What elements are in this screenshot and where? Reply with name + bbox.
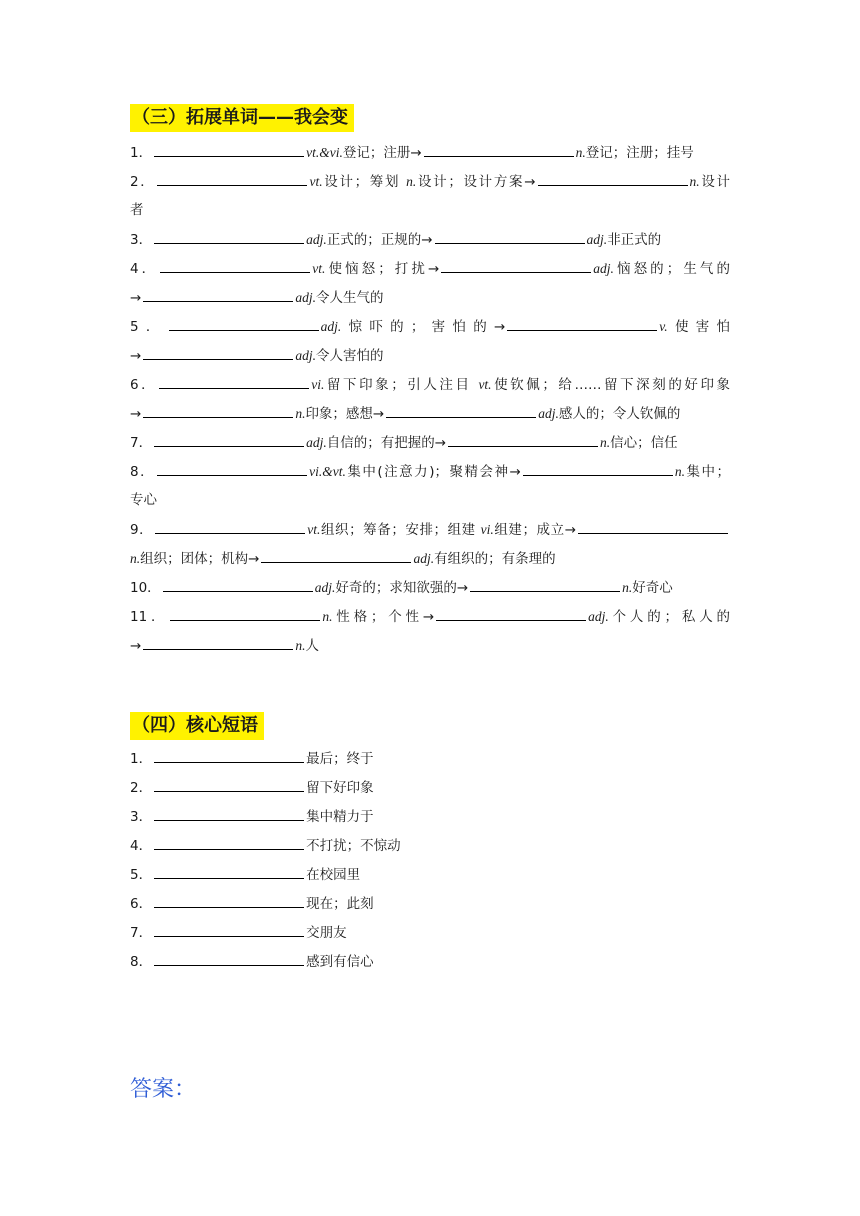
list-item-continuation: n.组织；团体；机构→ adj.有组织的；有条理的	[130, 544, 730, 573]
answer-blank[interactable]	[386, 403, 536, 418]
list-item: 6． 现在；此刻	[130, 890, 730, 919]
answer-blank[interactable]	[154, 748, 304, 763]
section-title-expand-words: （三）拓展单词——我会变	[130, 104, 354, 132]
list-item-continuation: → adj.令人害怕的	[130, 341, 730, 370]
list-item: 8． vi.&vt.集中(注意力)；聚精会神→ n.集中；	[130, 457, 730, 486]
list-item: 8． 感到有信心	[130, 948, 730, 977]
answer-blank[interactable]	[538, 171, 688, 186]
answer-blank[interactable]	[143, 635, 293, 650]
answer-blank[interactable]	[163, 577, 313, 592]
answer-blank[interactable]	[154, 142, 304, 157]
answer-blank[interactable]	[160, 258, 310, 273]
list-item-continuation: → adj.令人生气的	[130, 283, 730, 312]
answer-blank[interactable]	[154, 432, 304, 447]
list-item: 10． adj.好奇的；求知欲强的→ n.好奇心	[130, 573, 730, 602]
list-item: 3． adj.正式的；正规的→ adj.非正式的	[130, 225, 730, 254]
answer-blank[interactable]	[143, 287, 293, 302]
answer-blank[interactable]	[159, 374, 309, 389]
list-item-continuation: → n.人	[130, 631, 730, 660]
list-item: 5． 在校园里	[130, 861, 730, 890]
list-item: 11． n.性格；个性→ adj.个人的；私人的	[130, 602, 730, 631]
list-item: 6． vi.留下印象；引人注目 vt.使钦佩；给……留下深刻的好印象	[130, 370, 730, 399]
list-item: 4． 不打扰；不惊动	[130, 832, 730, 861]
list-item-continuation: 者	[130, 202, 144, 218]
answer-blank[interactable]	[154, 893, 304, 908]
answer-blank[interactable]	[470, 577, 620, 592]
answer-blank[interactable]	[157, 461, 307, 476]
answer-blank[interactable]	[441, 258, 591, 273]
list-item: 5． adj.惊吓的；害怕的→ v.使害怕	[130, 312, 730, 341]
list-item-continuation: 专心	[130, 492, 157, 508]
list-item: 9． vt.组织；筹备；安排；组建 vi.组建；成立→	[130, 515, 730, 544]
list-item: 2． 留下好印象	[130, 774, 730, 803]
answer-blank[interactable]	[143, 403, 293, 418]
answer-blank[interactable]	[261, 548, 411, 563]
answer-blank[interactable]	[523, 461, 673, 476]
answer-blank[interactable]	[143, 345, 293, 360]
list-item: 2． vt.设计；筹划 n.设计；设计方案→ n.设计	[130, 167, 730, 196]
list-item: 7． adj.自信的；有把握的→ n.信心；信任	[130, 428, 730, 457]
list-item: 1． 最后；终于	[130, 745, 730, 774]
answer-blank[interactable]	[424, 142, 574, 157]
list-item: 7． 交朋友	[130, 919, 730, 948]
answer-blank[interactable]	[578, 519, 728, 534]
answer-blank[interactable]	[436, 606, 586, 621]
answer-blank[interactable]	[154, 922, 304, 937]
answer-blank[interactable]	[154, 777, 304, 792]
list-item: 1． vt.&vi.登记；注册→ n.登记；注册；挂号	[130, 138, 730, 167]
answer-blank[interactable]	[507, 316, 657, 331]
answer-blank[interactable]	[154, 864, 304, 879]
answer-blank[interactable]	[448, 432, 598, 447]
answer-blank[interactable]	[154, 229, 304, 244]
answer-blank[interactable]	[157, 171, 307, 186]
answer-blank[interactable]	[154, 951, 304, 966]
section-title-core-phrases: （四）核心短语	[130, 712, 264, 740]
answer-blank[interactable]	[155, 519, 305, 534]
answer-blank[interactable]	[154, 806, 304, 821]
answer-heading: 答案：	[130, 1077, 197, 1102]
answer-blank[interactable]	[170, 606, 320, 621]
list-item-continuation: → n.印象；感想→ adj.感人的；令人钦佩的	[130, 399, 730, 428]
list-item: 4． vt.使恼怒；打扰→ adj.恼怒的；生气的	[130, 254, 730, 283]
list-item: 3． 集中精力于	[130, 803, 730, 832]
answer-blank[interactable]	[435, 229, 585, 244]
answer-blank[interactable]	[169, 316, 319, 331]
answer-blank[interactable]	[154, 835, 304, 850]
